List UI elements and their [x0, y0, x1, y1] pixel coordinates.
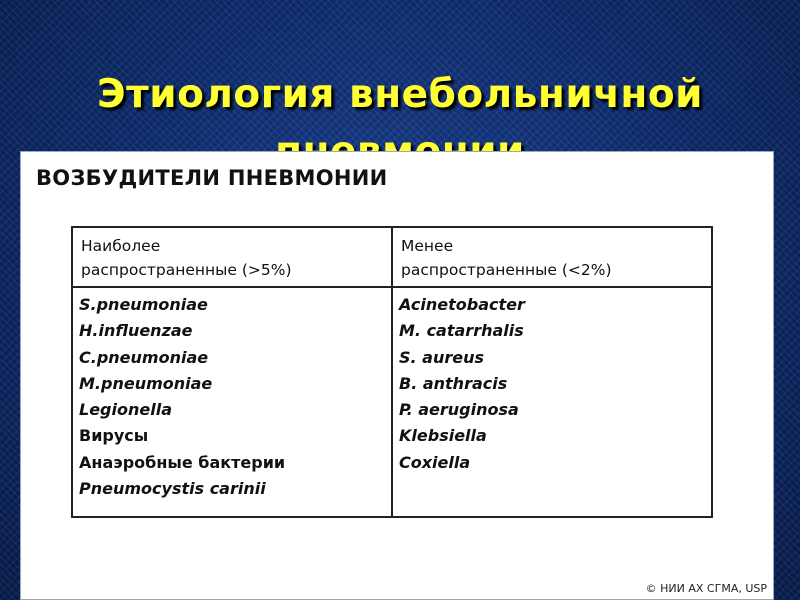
pathogen-item: H.influenzae [79, 321, 193, 341]
header-line: Менее [401, 237, 454, 255]
pathogen-item: M. catarrhalis [399, 321, 524, 341]
pathogen-item: Coxiella [399, 452, 471, 472]
table-column-most-common [73, 288, 393, 516]
pathogen-item: B. anthracis [399, 373, 508, 393]
pathogen-list-less-common [399, 292, 703, 476]
pathogen-item: M.pneumoniae [79, 373, 213, 393]
pathogen-item: Klebsiella [399, 426, 487, 446]
pathogen-list-most-common [79, 292, 383, 502]
pathogen-item: C.pneumoniae [79, 347, 209, 367]
table-header-most-common [73, 228, 393, 288]
pathogen-item: S. aureus [399, 347, 485, 367]
slide-title-line-1: Этиология внебольничной [97, 72, 703, 118]
table-header-less-common [393, 228, 711, 288]
header-line: Наиболее [81, 237, 161, 255]
header-line: распространенные (>5%) [81, 261, 292, 279]
pathogen-item: S.pneumoniae [79, 295, 208, 314]
section-heading: ВОЗБУДИТЕЛИ ПНЕВМОНИИ [36, 166, 388, 190]
pathogen-item: Acinetobacter [399, 295, 525, 314]
pathogen-item: Вирусы [79, 426, 149, 446]
pathogen-item: Legionella [79, 400, 172, 420]
pathogens-table [71, 226, 713, 518]
pathogen-item: Pneumocystis carinii [79, 479, 266, 499]
header-line: распространенные (<2%) [401, 261, 612, 279]
copyright-notice: © НИИ АХ СГМА, USP [645, 582, 767, 595]
content-panel [20, 151, 774, 600]
pathogen-item: Анаэробные бактерии [79, 452, 286, 472]
pathogen-item: P. aeruginosa [399, 400, 519, 420]
table-column-less-common [393, 288, 711, 516]
